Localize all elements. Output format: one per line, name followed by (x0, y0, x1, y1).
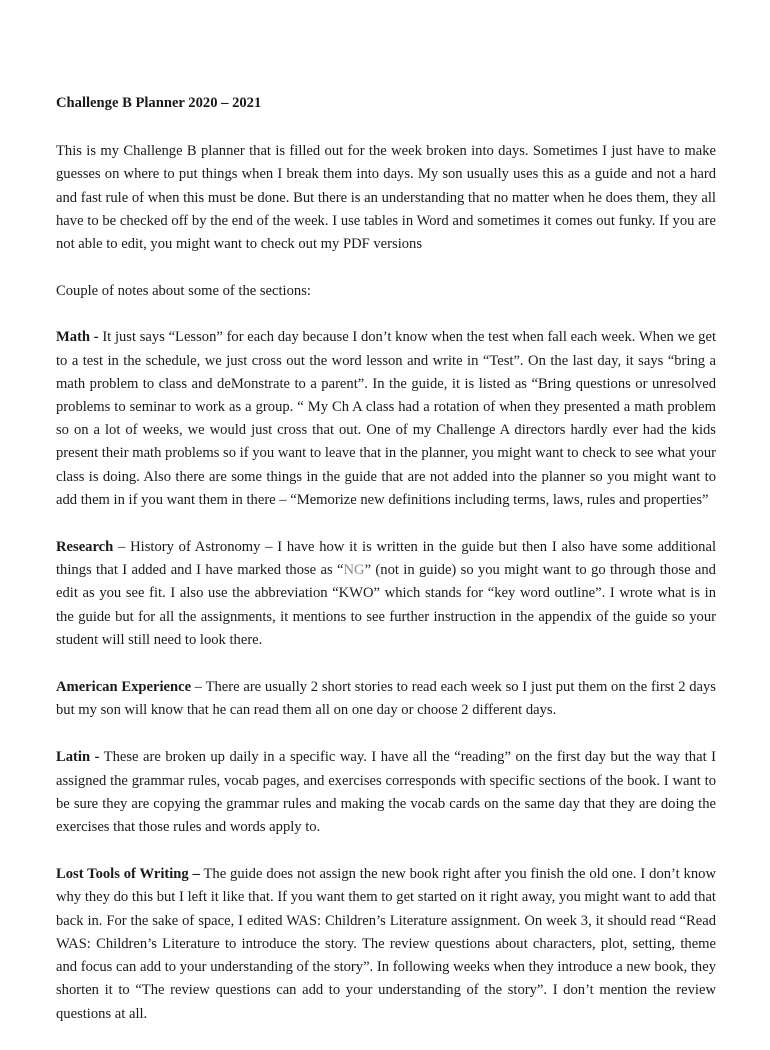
american-experience-heading: American Experience (56, 679, 192, 696)
latin-heading: Latin - (56, 749, 100, 766)
research-section (56, 536, 716, 652)
american-experience-text: – There are usually 2 short stories to read each week so I just put them on the first 2 days but my son will know that he can read them all on one day or choose 2 different days. (56, 679, 716, 719)
research-text-before: – History of Astronomy – I have how it is written in the guide but then I also have some additional things that I added and I have marked those as “ (56, 539, 716, 579)
lost-tools-text: The guide does not assign the new book right after you finish the old one. I don’t know why they do this but I left it like that. If you want them to get started on it right away, you might want to add that back in. For the sake of space, I edited WAS: Children’s Literature assignment. On week 3, it should read “Read WAS: Children’s Literature to introduce the story. The review questions about characters, plot, setting, theme and focus can add to your understanding of the story”. In following weeks when they introduce a new book, they shorten it to “The review questions can add to your understanding of the story”. I don’t mention the review questions at all. (56, 866, 716, 1022)
ng-marker: NG (343, 562, 365, 579)
lost-tools-heading: Lost Tools of Writing – (56, 866, 200, 883)
research-heading: Research (56, 539, 114, 556)
math-heading: Math - (56, 329, 99, 346)
american-experience-section (56, 676, 716, 722)
document-title: Challenge B Planner 2020 – 2021 (56, 95, 262, 111)
document-page (56, 92, 716, 1050)
latin-section (56, 746, 716, 839)
math-section (56, 326, 716, 512)
latin-text: These are broken up daily in a specific way. I have all the “reading” on the first day but the way that I assigned the grammar rules, vocab pages, and exercises corresponds with specific sections of the book. I want to be sure they are copying the grammar rules and making the vocab cards on the same day that they are doing the exercises that those rules and words apply to. (56, 749, 717, 836)
notes-heading: Couple of notes about some of the sections: (56, 283, 311, 300)
lost-tools-section (56, 863, 716, 1025)
research-text-after: ” (not in guide) so you might want to go through those and edit as you see fit. I also use the abbreviation “KWO” which stands for “key word outline”. I wrote what is in the guide but for all the assignments, it mentions to see further instruction in the appendix of the guide so your student will still need to look there. (56, 562, 716, 648)
math-text: It just says “Lesson” for each day because I don’t know when the test when fall each week. When we get to a test in the schedule, we just cross out the word lesson and write in “Test”. On the last day, it says “bring a math problem to class and deMonstrate to a parent”. In the guide, it is listed as “Bring questions or unresolved problems to seminar to work as a group. “ My Ch A class had a rotation of when they presented a math problem so on a lot of weeks, we would just cross that out. One of my Challenge A directors hardly ever had the kids present their math problems so if you want to leave that in the planner, you might want to check to see what your class is doing. Also there are some things in the guide that are not added into the planner so you might want to add them in if you want them in there – “Memorize new definitions including terms, laws, rules and properties” (56, 329, 716, 508)
intro-paragraph: This is my Challenge B planner that is filled out for the week broken into days. Sometimes I just have to make guesses on where to put things when I break them into days. My son usually uses this as a guide and not a hard and fast rule of when this must be done. But there is an understanding that no matter when he does them, they all have to be checked off by the end of the week. I use tables in Word and sometimes it comes out funky. If you are not able to edit, you might want to check out my PDF versions (56, 143, 716, 253)
